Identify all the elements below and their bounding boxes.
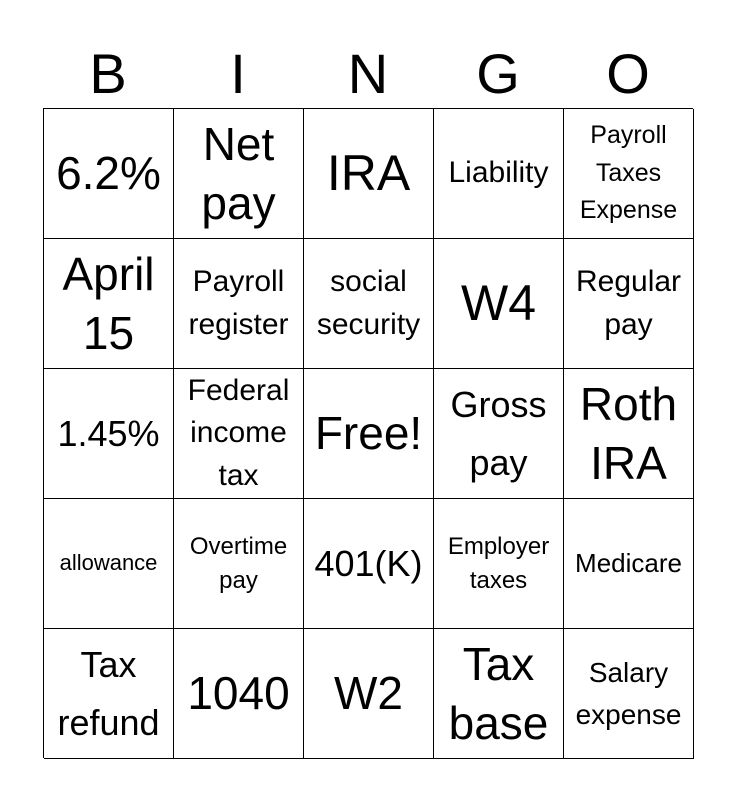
bingo-cell-g5[interactable]: Tax base xyxy=(434,629,564,759)
bingo-cell-o2[interactable]: Regular pay xyxy=(564,239,694,369)
bingo-cell-b3[interactable]: 1.45% xyxy=(44,369,174,499)
bingo-cell-g2[interactable]: W4 xyxy=(434,239,564,369)
header-letter-i: I xyxy=(230,42,246,105)
header-letter-g: G xyxy=(476,42,520,105)
bingo-cell-n3-free[interactable]: Free! xyxy=(304,369,434,499)
bingo-cell-b1[interactable]: 6.2% xyxy=(44,109,174,239)
bingo-cell-o5[interactable]: Salary expense xyxy=(564,629,694,759)
bingo-cell-i5[interactable]: 1040 xyxy=(174,629,304,759)
bingo-cell-i1[interactable]: Net pay xyxy=(174,109,304,239)
header-letter-o: O xyxy=(606,42,650,105)
bingo-cell-b5[interactable]: Tax refund xyxy=(44,629,174,759)
bingo-cell-i4[interactable]: Overtime pay xyxy=(174,499,304,629)
bingo-cell-b2[interactable]: April 15 xyxy=(44,239,174,369)
bingo-board xyxy=(43,108,693,758)
bingo-cell-n1[interactable]: IRA xyxy=(304,109,434,239)
header-letter-n: N xyxy=(347,42,389,105)
bingo-cell-i3[interactable]: Federal income tax xyxy=(174,369,304,499)
bingo-cell-b4[interactable]: allowance xyxy=(44,499,174,629)
bingo-cell-n5[interactable]: W2 xyxy=(304,629,434,759)
bingo-header xyxy=(43,40,693,108)
bingo-cell-g1[interactable]: Liability xyxy=(434,109,564,239)
bingo-cell-g4[interactable]: Employer taxes xyxy=(434,499,564,629)
bingo-cell-g3[interactable]: Gross pay xyxy=(434,369,564,499)
bingo-cell-n2[interactable]: social security xyxy=(304,239,434,369)
header-letter-b: B xyxy=(89,42,127,105)
bingo-cell-o1[interactable]: Payroll Taxes Expense xyxy=(564,109,694,239)
bingo-cell-n4[interactable]: 401(K) xyxy=(304,499,434,629)
bingo-cell-o3[interactable]: Roth IRA xyxy=(564,369,694,499)
bingo-cell-i2[interactable]: Payroll register xyxy=(174,239,304,369)
bingo-cell-o4[interactable]: Medicare xyxy=(564,499,694,629)
